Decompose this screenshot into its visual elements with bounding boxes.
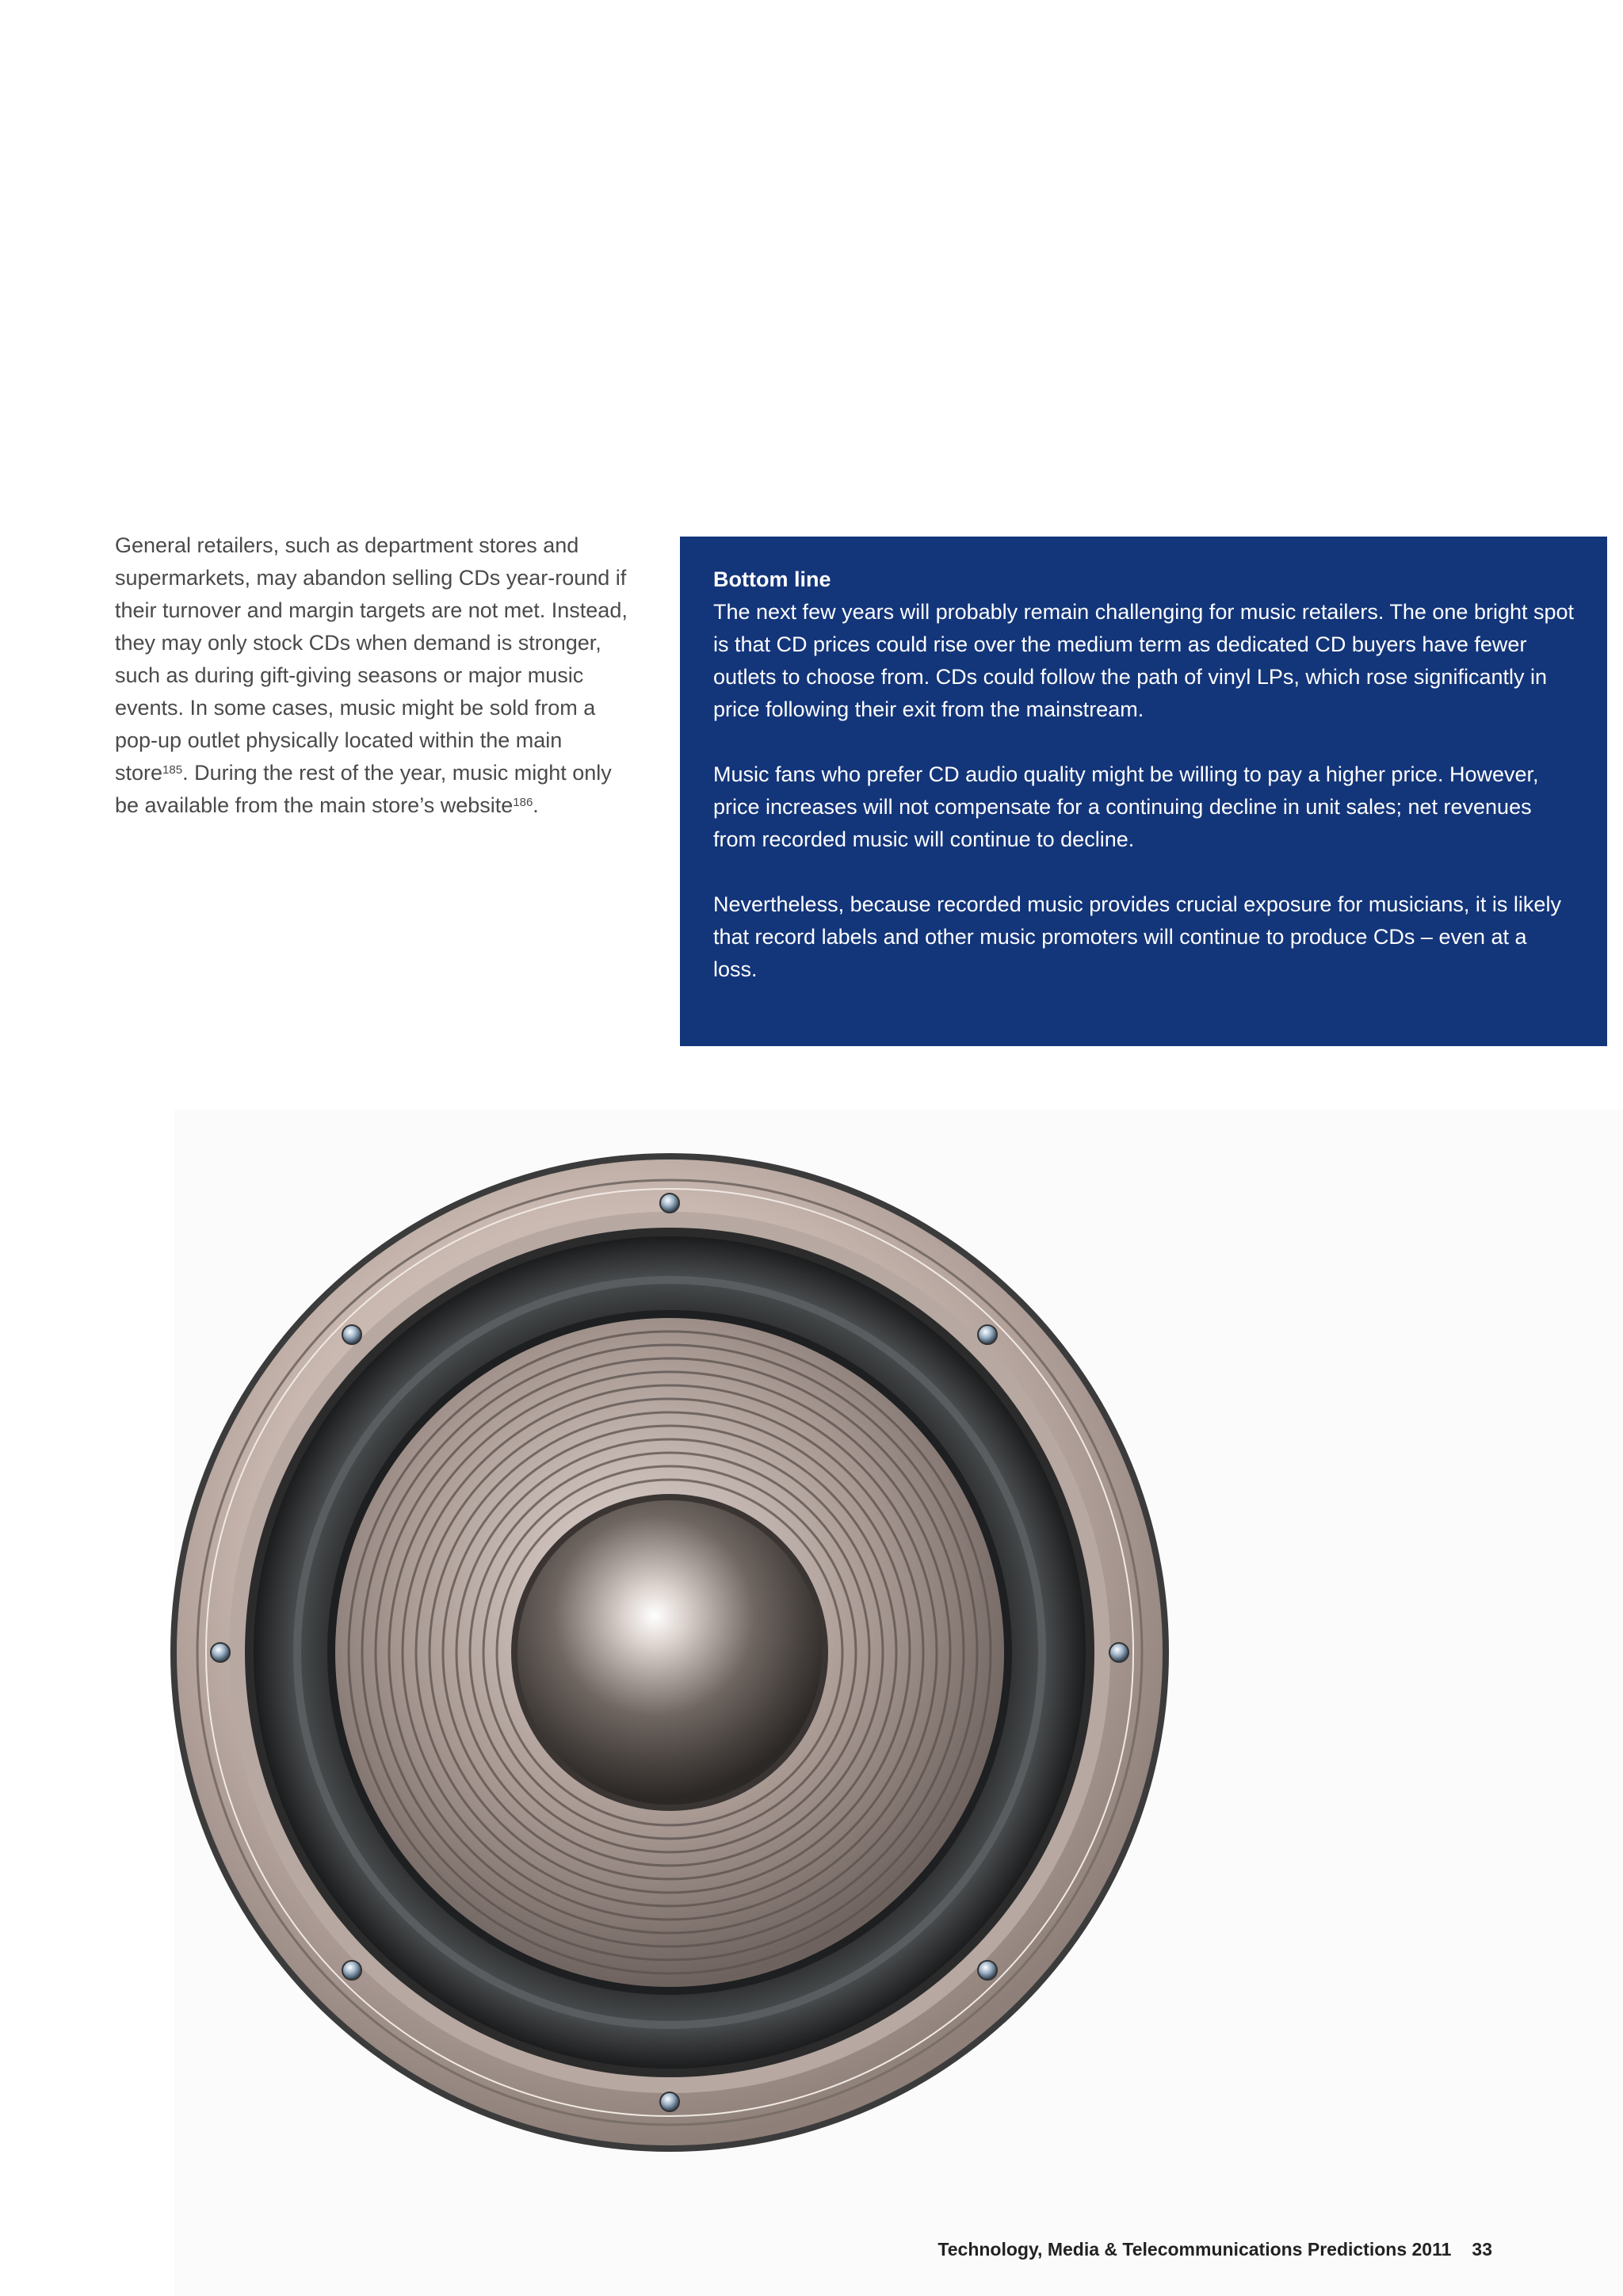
footnote-ref-185: 185 — [162, 763, 183, 777]
speaker-image — [166, 1149, 1173, 2156]
body-text-column — [115, 529, 638, 822]
publication-title: Technology, Media & Telecommunications Predictions 2011 — [938, 2239, 1452, 2260]
page-footer — [938, 2239, 1492, 2260]
bottom-line-paragraph-1: The next few years will probably remain challenging for music retailers. The one bright spot is that CD prices could rise over the medium term as dedicated CD buyers have fewer outlets to choose from. CDs could follow the path of vinyl LPs, which rose significantly in price following their exit from the mainstream. — [713, 600, 1575, 721]
body-paragraph: General retailers, such as department stores and supermarkets, may abandon selling CDs year-round if their turnover and margin targets are not met. Instead, they may only stock CDs when demand is stronger, such as during gift-giving seasons or major music events. In some cases, music might be sold from a pop-up outlet physically located within the main store$^{185}$. During the rest of the year, music might only be available from the main store’s website$^{186}$. — [115, 533, 628, 817]
page-number: 33 — [1472, 2239, 1492, 2260]
bottom-line-paragraph-3: Nevertheless, because recorded music provides crucial exposure for musicians, it is likely that record labels and other music promoters will continue to produce CDs – even at a loss. — [713, 892, 1561, 981]
footnote-ref-186: 186 — [513, 796, 533, 809]
bottom-line-paragraph-2: Music fans who prefer CD audio quality might be willing to pay a higher price. However, price increases will not compensate for a continuing decline in unit sales; net revenues from recorded music will continue to decline. — [713, 762, 1539, 851]
bottom-line-heading: Bottom line — [713, 567, 831, 591]
bottom-line-box — [680, 537, 1607, 1046]
